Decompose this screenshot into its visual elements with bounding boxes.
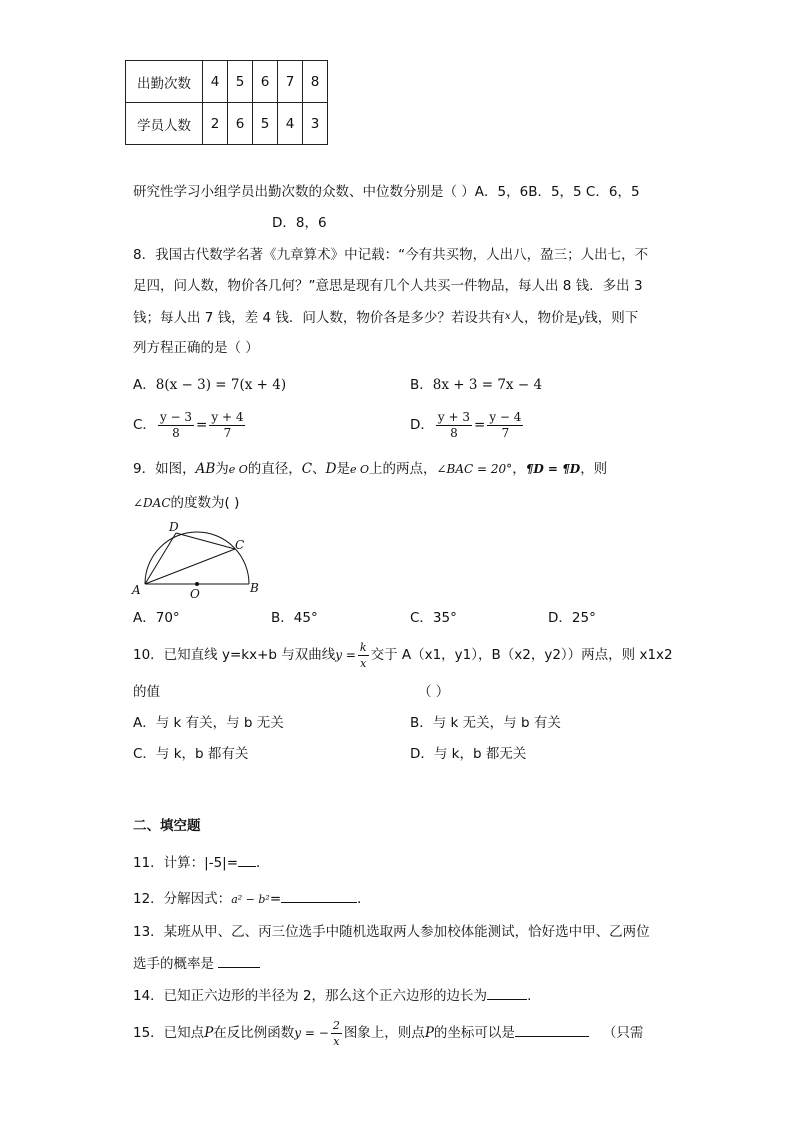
q14: 14．已知正六边形的半径为 2，那么这个正六边形的边长为 . [133,985,531,1006]
q10-option-d: D．与 k，b 都无关 [410,746,527,762]
q8-option-b: B．8x + 3 = 7x − 4 [410,377,543,393]
answer-blank [238,852,256,867]
q9-option-b: B．45° [271,610,318,626]
answer-blank [487,985,527,1000]
answer-blank [218,953,260,968]
label-o: O [190,587,200,600]
table-cell: 6 [253,61,278,103]
table-cell: 2 [203,103,228,145]
label-c: C [235,538,245,552]
label-a: A [132,583,141,597]
label-b: B [250,581,259,595]
label-d: D [169,520,179,534]
table-cell: 8 [303,61,328,103]
center-point [195,582,199,586]
q13-line2: 选手的概率是 [133,953,260,974]
q7-stem: 研究性学习小组学员出勤次数的众数、中位数分别是（ ）A．5，6B．5，5 C．6，5 [133,184,640,200]
q8-option-d: D． $\frac{y + 3}{8}$ = $\frac{y - 4}{7}$ [410,409,522,440]
q11: 11．计算：|-5|= ． [133,852,270,873]
q8-line4: 列方程正确的是（ ） [133,340,259,356]
q9-line1: 9．如图，AB为e O的直径，C、D是e O上的两点，∠BAC = 20°，¶D = ¶D，则 [133,461,608,477]
q9-line2: ∠DAC的度数为( ) [133,495,240,511]
chord-ad [145,533,176,584]
q9-option-a: A．70° [133,610,180,626]
table-header-cell: 学员人数 [126,103,203,145]
q7-option-d: D．8，6 [272,215,327,231]
q10-paren: （ ） [418,684,450,700]
fraction: $\frac{y - 4}{7}$ [489,409,522,440]
attendance-table [125,60,328,145]
semicircle-figure [128,518,268,600]
section-title: 二、填空题 [133,818,201,834]
fraction: $\frac{y - 3}{8}$ [159,409,193,440]
fraction: $\frac{y + 4}{7}$ [211,409,244,440]
chord-ac [145,549,235,584]
q8-option-c: C． $\frac{y - 3}{8}$ = $\frac{y + 4}{7}$ [133,409,244,440]
q10-option-c: C．与 k，b 都有关 [133,746,249,762]
table-header-cell: 出勤次数 [126,61,203,103]
q10-option-b: B．与 k 无关，与 b 有关 [410,715,561,731]
q8-line2: 足四，问人数，物价各几何？”意思是现有几个人共买一件物品，每人出 8 钱．多出 3 [133,278,643,294]
q9-option-d: D．25° [548,610,596,626]
table-cell: 3 [303,103,328,145]
table-cell: 4 [203,61,228,103]
table-cell: 5 [253,103,278,145]
table-cell: 4 [278,103,303,145]
q15: 15．已知点P在反比例函数y = − $\frac{2}{x}$ 图象上，则点P的坐标可以是 （只需 [133,1018,644,1048]
q12: 12．分解因式：a² − b²= ． [133,888,371,910]
q9-option-c: C．35° [410,610,457,626]
fraction: $\frac{k}{x}$ [359,640,367,670]
table-cell: 7 [278,61,303,103]
answer-blank [515,1022,589,1037]
table-row [126,61,328,103]
table-row [126,103,328,145]
fraction: $\frac{y + 3}{8}$ [437,409,471,440]
table-cell: 5 [228,61,253,103]
q8-option-a: A．8(x − 3) = 7(x + 4) [133,377,287,393]
q8-line1: 8．我国古代数学名著《九章算术》中记载：“今有共买物，人出八，盈三；人出七，不 [133,247,649,263]
q8-line3: 钱；每人出 7 钱，差 4 钱．问人数，物价各是多少？若设共有$^x$人，物价是y钱，则下 [133,310,639,326]
q10-line1: 10．已知直线 y=kx+b 与双曲线y = $\frac{k}{x}$ 交于 A（x1，y1），B（x2，y2））两点，则 x1x2 [133,640,673,670]
var-x: x [504,311,511,322]
q13-line1: 13．某班从甲、乙、丙三位选手中随机选取两人参加校体能测试，恰好选中甲、乙两位 [133,924,650,940]
fraction: $\frac{2}{x}$ [332,1018,340,1048]
q10-option-a: A．与 k 有关，与 b 无关 [133,715,284,731]
var-y: y [577,312,585,325]
answer-blank [281,888,357,903]
table-cell: 6 [228,103,253,145]
q10-line2: 的值 [133,684,160,700]
